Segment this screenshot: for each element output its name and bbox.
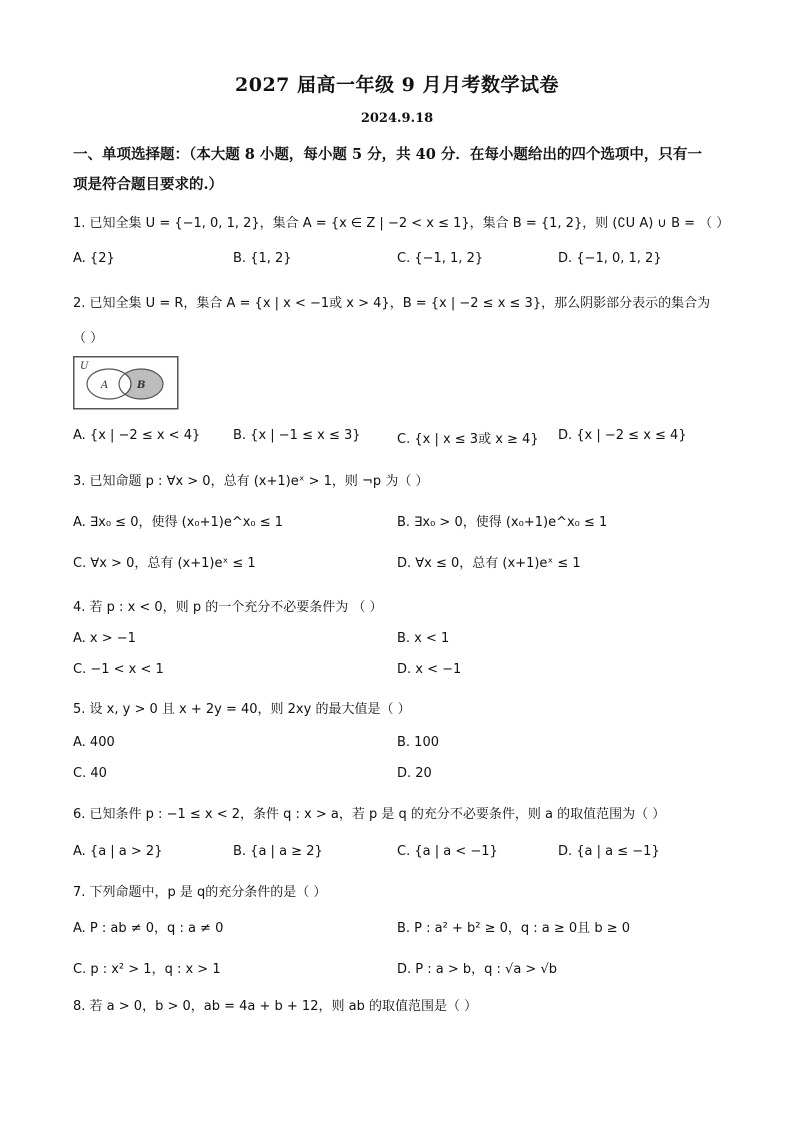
- question-5-option-b: B. 100: [397, 735, 439, 750]
- question-7-option-d: D. P : a > b，q : √a > √b: [397, 962, 557, 977]
- question-5-stem: 5. 设 x, y > 0 且 x + 2y = 40，则 2xy 的最大值是（ ）: [73, 702, 411, 717]
- question-5-option-c: C. 40: [73, 766, 107, 781]
- question-2-option-d: D. {x | −2 ≤ x ≤ 4}: [558, 428, 687, 443]
- question-2-stem-end: （ ）: [73, 331, 104, 346]
- venn-diagram: [73, 356, 179, 410]
- venn-label-a: A: [101, 380, 109, 391]
- question-7-option-c: C. p : x² > 1，q : x > 1: [73, 962, 221, 977]
- question-1-option-d: D. {−1, 0, 1, 2}: [558, 251, 662, 266]
- question-7-option-a: A. P : ab ≠ 0，q : a ≠ 0: [73, 921, 224, 936]
- question-3-stem: 3. 已知命题 p : ∀x > 0，总有 (x+1)eˣ > 1，则 ¬p 为（ ）: [73, 474, 429, 489]
- venn-label-b: B: [137, 380, 146, 391]
- exam-date: 2024.9.18: [360, 111, 434, 126]
- question-3-option-a: A. ∃x₀ ≤ 0，使得 (x₀+1)e^x₀ ≤ 1: [73, 515, 284, 530]
- question-5-option-d: D. 20: [397, 766, 432, 781]
- question-2-option-a: A. {x | −2 ≤ x < 4}: [73, 428, 201, 443]
- venn-label-u: U: [80, 361, 89, 372]
- question-1-stem: 1. 已知全集 U = {−1, 0, 1, 2}，集合 A = {x ∈ Z | −2 < x ≤ 1}，集合 B = {1, 2}，则 (∁U A) ∪ B = （ ）: [73, 216, 730, 231]
- question-2-option-c: C. {x | x ≤ 3或 x ≥ 4}: [397, 432, 539, 447]
- question-3-option-d: D. ∀x ≤ 0，总有 (x+1)eˣ ≤ 1: [397, 556, 581, 571]
- question-4-stem: 4. 若 p : x < 0，则 p 的一个充分不必要条件为 （ ）: [73, 600, 383, 615]
- question-4-option-b: B. x < 1: [397, 631, 450, 646]
- question-4-option-d: D. x < −1: [397, 662, 462, 677]
- question-3-option-c: C. ∀x > 0，总有 (x+1)eˣ ≤ 1: [73, 556, 256, 571]
- section-heading: 一、单项选择题：（本大题 8 小题，每小题 5 分，共 40 分．在每小题给出的四个选项中，只有一项是符合题目要求的.）: [73, 146, 702, 193]
- question-1-option-c: C. {−1, 1, 2}: [397, 251, 484, 266]
- question-5-option-a: A. 400: [73, 735, 115, 750]
- question-7-option-b: B. P : a² + b² ≥ 0，q : a ≥ 0且 b ≥ 0: [397, 921, 630, 936]
- question-8-stem: 8. 若 a > 0，b > 0，ab = 4a + b + 12，则 ab 的取值范围是（ ）: [73, 999, 478, 1014]
- question-1-option-a: A. {2}: [73, 251, 115, 266]
- question-4-option-c: C. −1 < x < 1: [73, 662, 164, 677]
- question-7-stem: 7. 下列命题中，p 是 q的充分条件的是（ ）: [73, 885, 327, 900]
- question-6-option-a: A. {a | a > 2}: [73, 844, 163, 859]
- question-2-option-b: B. {x | −1 ≤ x ≤ 3}: [233, 428, 361, 443]
- question-6-option-b: B. {a | a ≥ 2}: [233, 844, 323, 859]
- question-1-option-b: B. {1, 2}: [233, 251, 292, 266]
- question-6-option-c: C. {a | a < −1}: [397, 844, 498, 859]
- question-6-stem: 6. 已知条件 p : −1 ≤ x < 2，条件 q : x > a，若 p 是 q 的充分不必要条件，则 a 的取值范围为（ ）: [73, 807, 666, 822]
- question-6-option-d: D. {a | a ≤ −1}: [558, 844, 660, 859]
- exam-title: 2027 届高一年级 9 月月考数学试卷: [235, 74, 559, 96]
- question-3-option-b: B. ∃x₀ > 0，使得 (x₀+1)e^x₀ ≤ 1: [397, 515, 608, 530]
- question-4-option-a: A. x > −1: [73, 631, 136, 646]
- question-2-stem: 2. 已知全集 U = R，集合 A = {x | x < −1或 x > 4}，B = {x | −2 ≤ x ≤ 3}，那么阴影部分表示的集合为: [73, 296, 711, 311]
